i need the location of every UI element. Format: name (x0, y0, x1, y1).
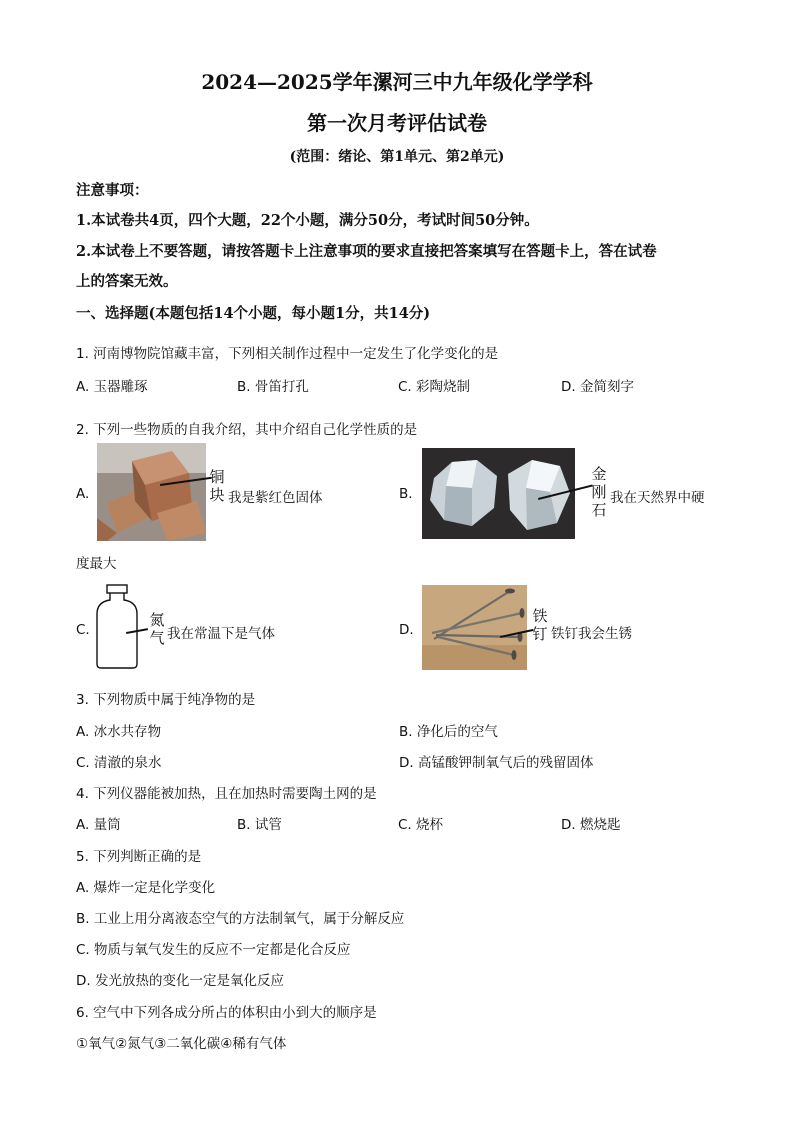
q1-option-c: C. 彩陶烧制 (398, 379, 471, 395)
q3-stem: 3. 下列物质中属于纯净物的是 (76, 692, 256, 708)
q4-option-c: C. 烧杯 (398, 817, 444, 833)
notes-heading: 注意事项： (76, 182, 149, 199)
copper-label: 铜块 (209, 468, 225, 504)
q2-option-b-letter: B. (399, 486, 413, 502)
iron-nails-photo (422, 585, 527, 670)
notes-item-2-line1: 2.本试卷上不要答题，请按答题卡上注意事项的要求直接把答案填写在答题卡上，答在试卷 (76, 243, 657, 260)
q4-option-a: A. 量筒 (76, 817, 121, 833)
q2-stem: 2. 下列一些物质的自我介绍，其中介绍自己化学性质的是 (76, 422, 418, 438)
q5-option-d: D. 发光放热的变化一定是氧化反应 (76, 973, 284, 989)
q1-option-a: A. 玉器雕琢 (76, 379, 148, 395)
diamond-label: 金刚石 (591, 465, 607, 519)
notes-item-1: 1.本试卷共4页，四个大题，22个小题，满分50分，考试时间50分钟。 (76, 212, 539, 229)
q2-option-a-letter: A. (76, 486, 90, 502)
q5-stem: 5. 下列判断正确的是 (76, 849, 202, 865)
nitrogen-callout-text: 我在常温下是气体 (167, 626, 275, 642)
nails-label: 铁钉 (532, 607, 548, 643)
q4-option-d: D. 燃烧匙 (561, 817, 621, 833)
exam-title-line2: 第一次月考评估试卷 (307, 111, 487, 135)
q2-option-c-letter: C. (76, 622, 90, 638)
q1-stem: 1. 河南博物院馆藏丰富，下列相关制作过程中一定发生了化学变化的是 (76, 346, 499, 362)
q3-option-a: A. 冰水共存物 (76, 724, 162, 740)
nails-callout-text: 铁钉我会生锈 (551, 626, 632, 642)
q5-option-c: C. 物质与氧气发生的反应不一定都是化合反应 (76, 942, 351, 958)
nitrogen-label: 氮气 (149, 611, 165, 647)
q5-option-b: B. 工业上用分离液态空气的方法制氧气，属于分解反应 (76, 911, 405, 927)
q3-option-c: C. 清澈的泉水 (76, 755, 162, 771)
q6-items: ①氧气②氮气③二氧化碳④稀有气体 (76, 1036, 287, 1052)
exam-title-line1: 2024—2025学年漯河三中九年级化学学科 (201, 70, 593, 94)
exam-scope: (范围：绪论、第1单元、第2单元) (289, 149, 505, 165)
q3-option-d: D. 高锰酸钾制氧气后的残留固体 (399, 755, 594, 771)
section1-heading: 一、选择题(本题包括14个小题，每小题1分，共14分) (76, 305, 431, 322)
q4-stem: 4. 下列仪器能被加热，且在加热时需要陶土网的是 (76, 786, 377, 802)
copper-callout-text: 我是紫红色固体 (228, 490, 323, 506)
diamond-callout-continuation: 度最大 (76, 556, 117, 572)
q1-option-b: B. 骨笛打孔 (237, 379, 309, 395)
q5-option-a: A. 爆炸一定是化学变化 (76, 880, 216, 896)
gas-bottle-drawing (95, 584, 140, 673)
diamond-callout-text: 我在天然界中硬 (610, 490, 705, 506)
q3-option-b: B. 净化后的空气 (399, 724, 498, 740)
q6-stem: 6. 空气中下列各成分所占的体积由小到大的顺序是 (76, 1005, 377, 1021)
q1-option-d: D. 金简刻字 (561, 379, 634, 395)
q4-option-b: B. 试管 (237, 817, 282, 833)
copper-block-photo (97, 443, 206, 541)
q2-option-d-letter: D. (399, 622, 414, 638)
notes-item-2-line2: 上的答案无效。 (76, 273, 178, 290)
